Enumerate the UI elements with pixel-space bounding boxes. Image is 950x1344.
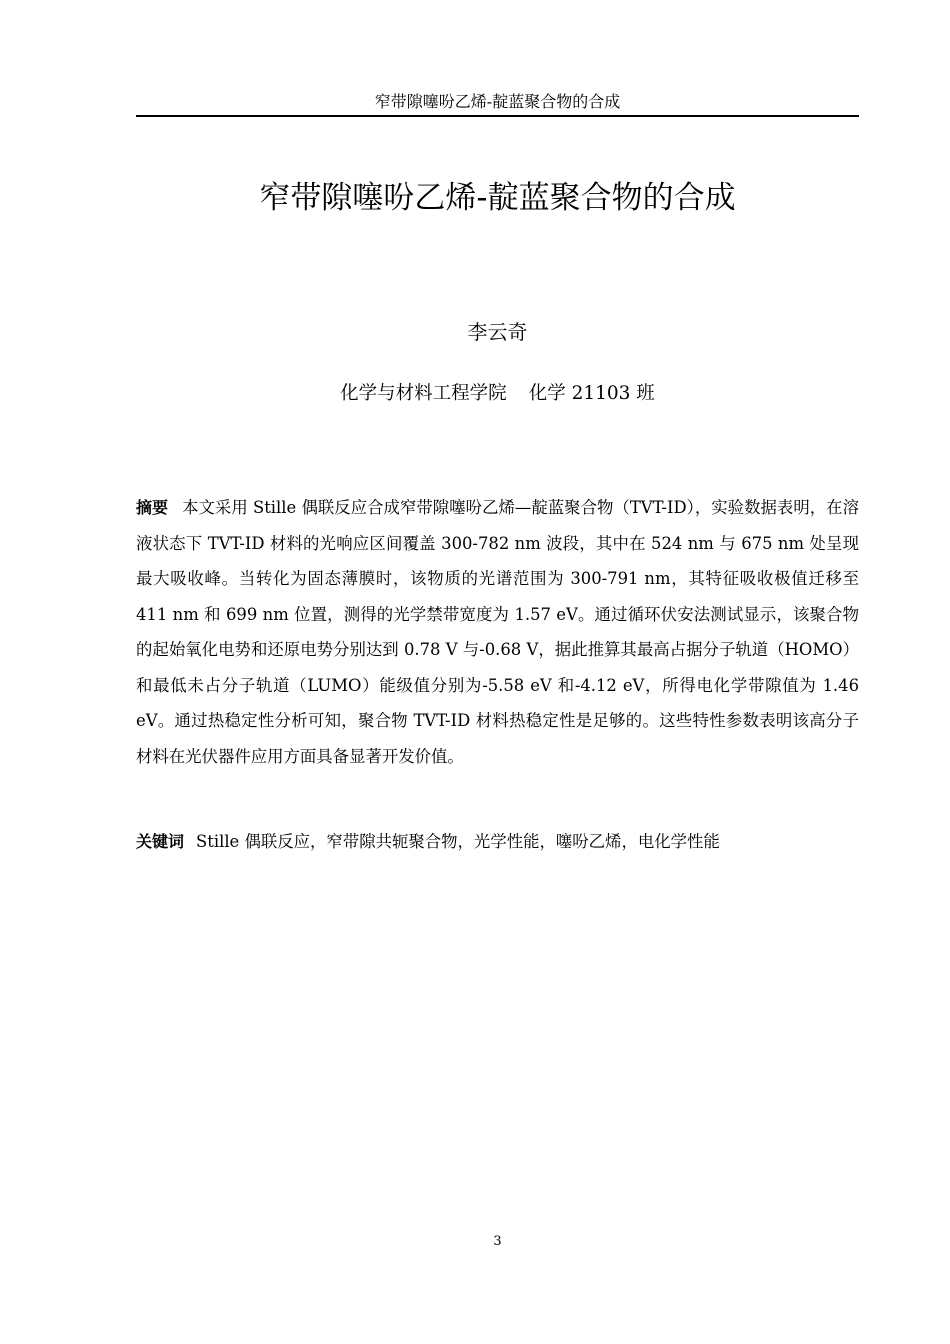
affiliation-school: 化学与材料工程学院: [340, 383, 507, 404]
keywords-text: Stille 偶联反应，窄带隙共轭聚合物，光学性能，噻吩乙烯，电化学性能: [196, 832, 720, 851]
affiliation-class: 化学 21103 班: [528, 383, 655, 404]
page-number: 3: [493, 1234, 502, 1249]
paper-title: 窄带隙噻吩乙烯-靛蓝聚合物的合成: [259, 180, 736, 216]
abstract-text: 本文采用 Stille 偶联反应合成窄带隙噻吩乙烯—靛蓝聚合物（TVT-ID），实验数据表明，在溶液状态下 TVT-ID 材料的光响应区间覆盖 300-782 nm 波段，其中在 524 nm 与 675 nm 处呈现最大吸收峰。当转化为固态薄膜时，该物质的光谱范围为 300-791 nm，其特征吸收极值迁移至 411 nm 和 699 nm 位置，测得的光学禁带宽度为 1.57 eV。通过循环伏安法测试显示，该聚合物的起始氧化电势和还原电势分别达到 0.78 V 与-0.68 V，据此推算其最高占据分子轨道（HOMO）和最低未占分子轨道（LUMO）能级值分别为-5.58 eV 和-4.12 eV，所得电化学带隙值为 1.46 eV。通过热稳定性分析可知，聚合物 TVT-ID 材料热稳定性是足够的。这些特性参数表明该高分子材料在光伏器件应用方面具备显著开发价值。: [136, 498, 859, 766]
keywords: [136, 824, 859, 859]
header-rule: [136, 115, 859, 117]
author-name: 李云奇: [467, 320, 528, 344]
running-header: 窄带隙噻吩乙烯-靛蓝聚合物的合成: [374, 92, 621, 111]
keywords-label: 关键词: [136, 832, 185, 851]
abstract-label: 摘要: [136, 498, 169, 517]
affiliation: [136, 380, 859, 408]
abstract: [136, 490, 859, 774]
